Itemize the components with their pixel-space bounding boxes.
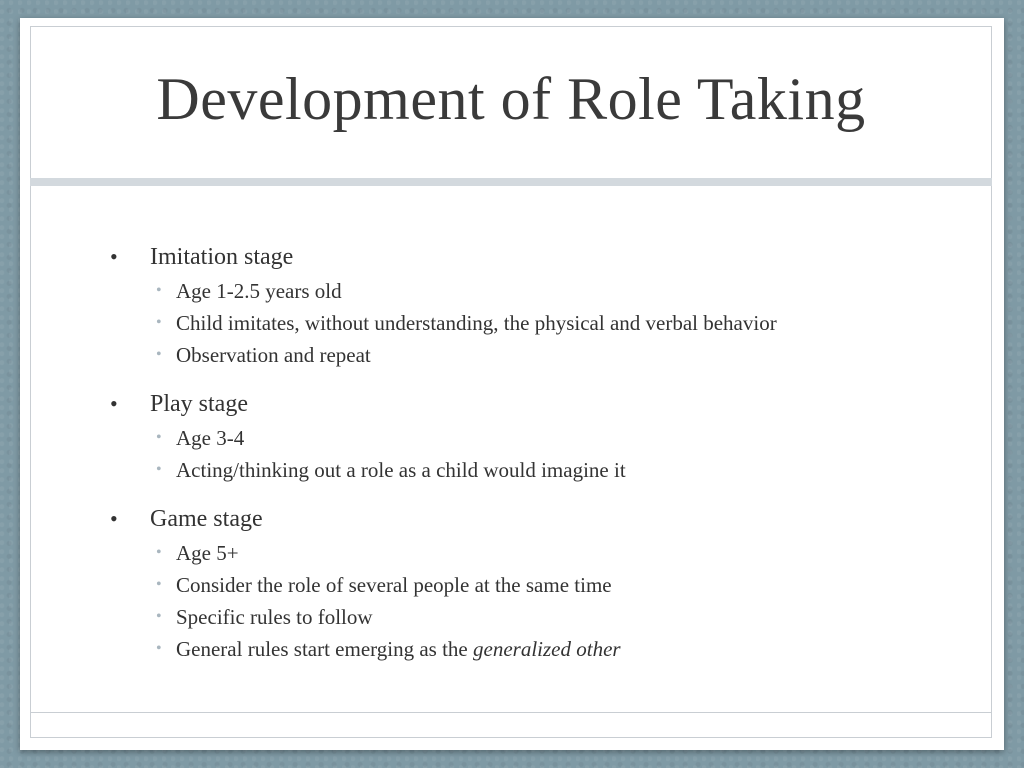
sub-bullet-text: Observation and repeat [176, 343, 371, 367]
sub-bullet-text: General rules start emerging as the [176, 637, 474, 661]
sub-bullet-item [110, 307, 970, 339]
title-area [30, 26, 992, 180]
sub-bullet-icon: • [156, 314, 162, 331]
sub-bullet-icon: • [156, 282, 162, 299]
emphasized-term: generalized other [473, 637, 621, 661]
slide-content [110, 242, 970, 683]
bullet-icon: • [110, 391, 118, 416]
bullet-icon: • [110, 244, 118, 269]
sub-bullet-icon: • [156, 429, 162, 446]
bullet-item [110, 242, 970, 272]
slide-title: Development of Role Taking [156, 65, 866, 132]
bullet-item [110, 504, 970, 534]
section-heading: Game stage [150, 506, 263, 532]
slide [20, 18, 1004, 750]
footer-divider [30, 712, 992, 713]
section-play-stage [110, 389, 970, 486]
sub-bullet-text: Child imitates, without understanding, the physical and verbal behavior [176, 311, 777, 335]
sub-bullet-text: Age 3-4 [176, 426, 245, 450]
bullet-item [110, 389, 970, 419]
sub-bullet-text: Age 5+ [176, 541, 239, 565]
sub-bullet-item [110, 569, 970, 601]
sub-bullet-item [110, 422, 970, 454]
sub-bullet-item [110, 454, 970, 486]
sub-bullet-text: Specific rules to follow [176, 605, 373, 629]
sub-bullet-icon: • [156, 346, 162, 363]
section-imitation-stage [110, 242, 970, 371]
sub-bullet-item [110, 275, 970, 307]
sub-bullet-text: Age 1-2.5 years old [176, 279, 342, 303]
section-heading: Play stage [150, 391, 248, 417]
sub-bullet-text: Consider the role of several people at the same time [176, 573, 612, 597]
section-game-stage [110, 504, 970, 665]
sub-bullet-item [110, 601, 970, 633]
bullet-icon: • [110, 506, 118, 531]
sub-bullet-icon: • [156, 640, 162, 657]
sub-bullet-item [110, 339, 970, 371]
title-divider [30, 178, 992, 186]
sub-bullet-icon: • [156, 461, 162, 478]
sub-bullet-icon: • [156, 576, 162, 593]
sub-bullet-text: Acting/thinking out a role as a child would imagine it [176, 458, 626, 482]
sub-bullet-item [110, 537, 970, 569]
sub-bullet-icon: • [156, 608, 162, 625]
section-heading: Imitation stage [150, 244, 294, 270]
sub-bullet-icon: • [156, 544, 162, 561]
sub-bullet-item [110, 633, 970, 665]
